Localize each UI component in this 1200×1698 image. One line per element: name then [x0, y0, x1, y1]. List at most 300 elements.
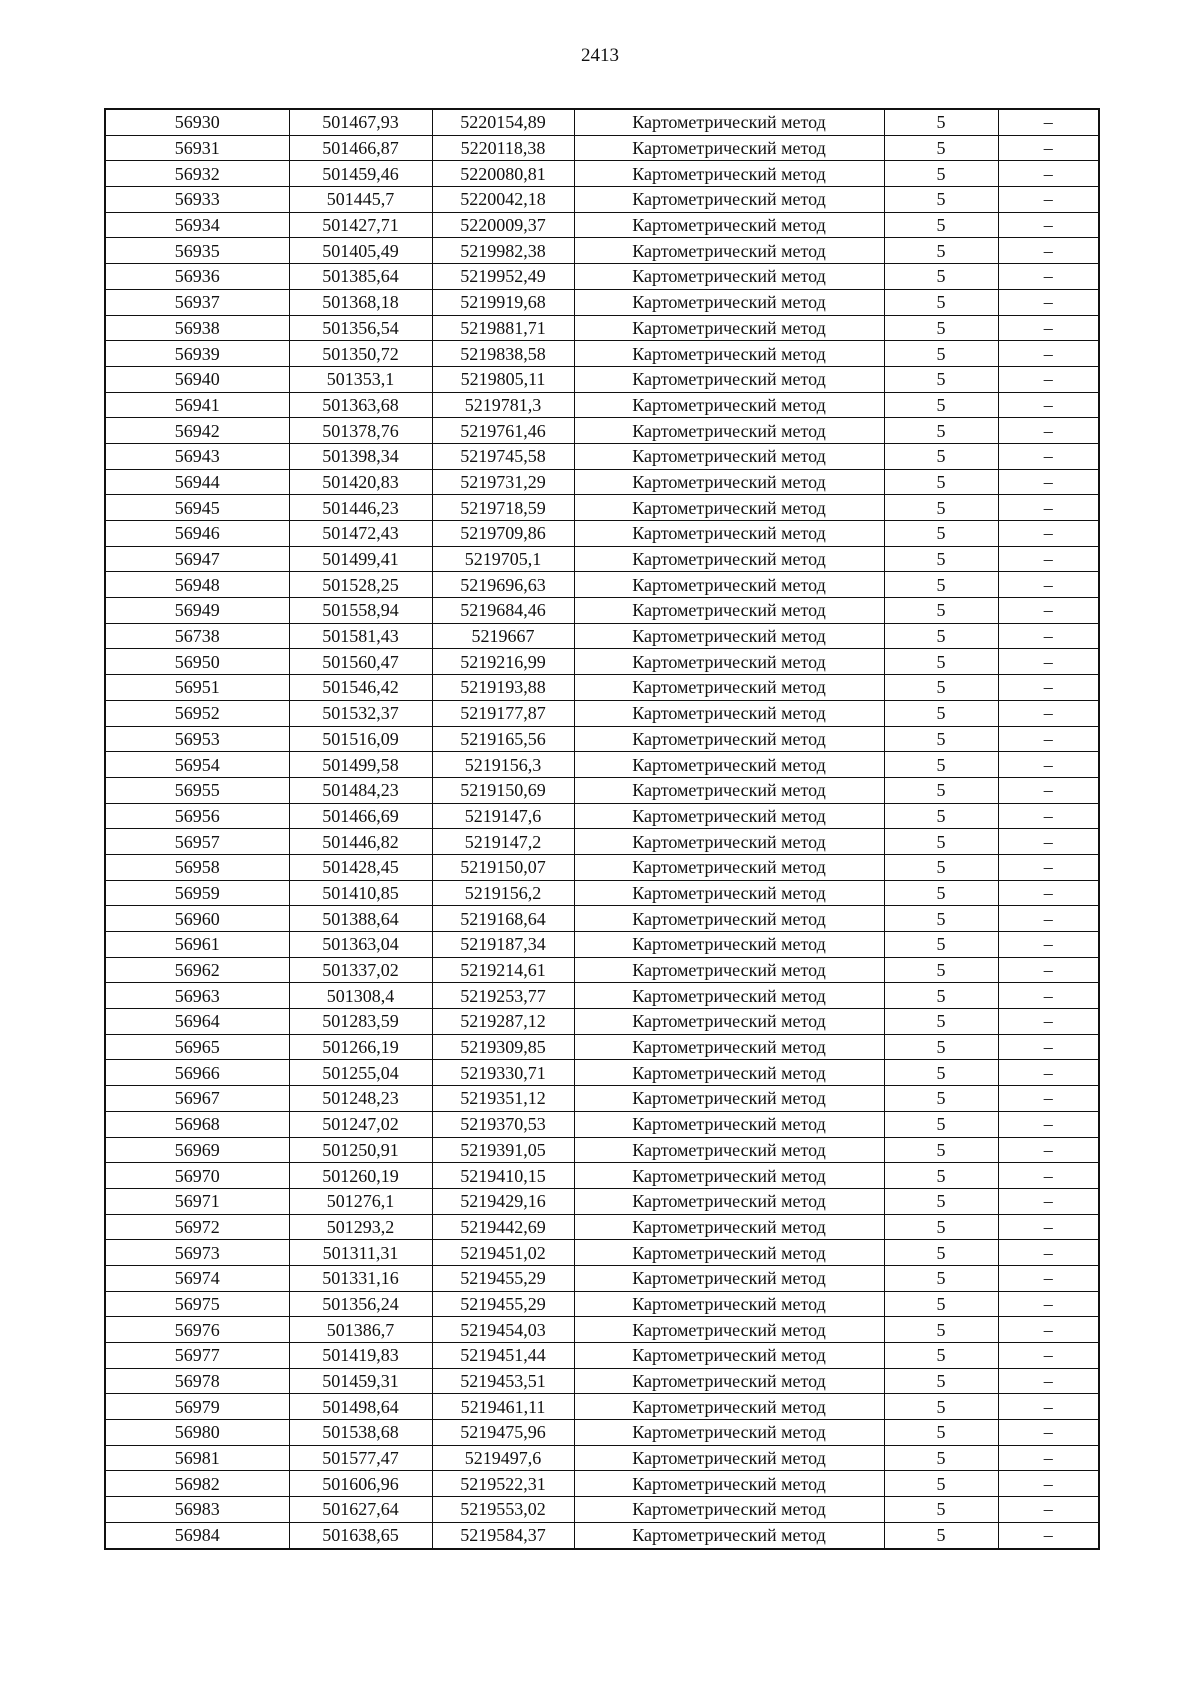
accuracy-cell: 5 — [884, 1188, 998, 1214]
x-coordinate-cell: 501638,65 — [289, 1522, 432, 1548]
y-coordinate-cell: 5219391,05 — [432, 1137, 574, 1163]
point-number-cell: 56973 — [105, 1240, 289, 1266]
accuracy-cell: 5 — [884, 906, 998, 932]
point-number-cell: 56954 — [105, 752, 289, 778]
point-number-cell: 56936 — [105, 264, 289, 290]
method-cell: Картометрический метод — [574, 906, 884, 932]
point-number-cell: 56980 — [105, 1420, 289, 1446]
note-cell: – — [998, 1188, 1099, 1214]
point-number-cell: 56979 — [105, 1394, 289, 1420]
y-coordinate-cell: 5219156,2 — [432, 880, 574, 906]
note-cell: – — [998, 726, 1099, 752]
x-coordinate-cell: 501484,23 — [289, 777, 432, 803]
accuracy-cell: 5 — [884, 1086, 998, 1112]
table-row — [105, 1240, 1099, 1266]
table-row — [105, 932, 1099, 958]
point-number-cell: 56969 — [105, 1137, 289, 1163]
point-number-cell: 56964 — [105, 1009, 289, 1035]
x-coordinate-cell: 501472,43 — [289, 521, 432, 547]
x-coordinate-cell: 501467,93 — [289, 109, 432, 135]
table-row — [105, 1471, 1099, 1497]
note-cell: – — [998, 906, 1099, 932]
method-cell: Картометрический метод — [574, 469, 884, 495]
accuracy-cell: 5 — [884, 264, 998, 290]
accuracy-cell: 5 — [884, 443, 998, 469]
table-row — [105, 700, 1099, 726]
method-cell: Картометрический метод — [574, 495, 884, 521]
y-coordinate-cell: 5219351,12 — [432, 1086, 574, 1112]
accuracy-cell: 5 — [884, 315, 998, 341]
table-row — [105, 1034, 1099, 1060]
x-coordinate-cell: 501427,71 — [289, 212, 432, 238]
table-row — [105, 803, 1099, 829]
point-number-cell: 56934 — [105, 212, 289, 238]
point-number-cell: 56960 — [105, 906, 289, 932]
note-cell: – — [998, 1471, 1099, 1497]
accuracy-cell: 5 — [884, 803, 998, 829]
x-coordinate-cell: 501398,34 — [289, 443, 432, 469]
accuracy-cell: 5 — [884, 777, 998, 803]
note-cell: – — [998, 1445, 1099, 1471]
y-coordinate-cell: 5220118,38 — [432, 135, 574, 161]
point-number-cell: 56959 — [105, 880, 289, 906]
point-number-cell: 56942 — [105, 418, 289, 444]
y-coordinate-cell: 5219475,96 — [432, 1420, 574, 1446]
point-number-cell: 56981 — [105, 1445, 289, 1471]
y-coordinate-cell: 5219454,03 — [432, 1317, 574, 1343]
accuracy-cell: 5 — [884, 1471, 998, 1497]
accuracy-cell: 5 — [884, 135, 998, 161]
table-row — [105, 726, 1099, 752]
point-number-cell: 56950 — [105, 649, 289, 675]
method-cell: Картометрический метод — [574, 752, 884, 778]
method-cell: Картометрический метод — [574, 1420, 884, 1446]
y-coordinate-cell: 5219667 — [432, 623, 574, 649]
table-row — [105, 752, 1099, 778]
y-coordinate-cell: 5219684,46 — [432, 598, 574, 624]
y-coordinate-cell: 5219150,69 — [432, 777, 574, 803]
y-coordinate-cell: 5219584,37 — [432, 1522, 574, 1548]
method-cell: Картометрический метод — [574, 443, 884, 469]
point-number-cell: 56965 — [105, 1034, 289, 1060]
method-cell: Картометрический метод — [574, 854, 884, 880]
x-coordinate-cell: 501405,49 — [289, 238, 432, 264]
y-coordinate-cell: 5219177,87 — [432, 700, 574, 726]
method-cell: Картометрический метод — [574, 1497, 884, 1523]
table-row — [105, 1291, 1099, 1317]
y-coordinate-cell: 5219442,69 — [432, 1214, 574, 1240]
point-number-cell: 56957 — [105, 829, 289, 855]
table-row — [105, 135, 1099, 161]
note-cell: – — [998, 1291, 1099, 1317]
accuracy-cell: 5 — [884, 726, 998, 752]
point-number-cell: 56943 — [105, 443, 289, 469]
point-number-cell: 56947 — [105, 546, 289, 572]
accuracy-cell: 5 — [884, 1240, 998, 1266]
note-cell: – — [998, 752, 1099, 778]
y-coordinate-cell: 5219455,29 — [432, 1291, 574, 1317]
point-number-cell: 56933 — [105, 187, 289, 213]
x-coordinate-cell: 501499,41 — [289, 546, 432, 572]
table-row — [105, 1445, 1099, 1471]
note-cell: – — [998, 1086, 1099, 1112]
x-coordinate-cell: 501250,91 — [289, 1137, 432, 1163]
y-coordinate-cell: 5219147,6 — [432, 803, 574, 829]
x-coordinate-cell: 501386,7 — [289, 1317, 432, 1343]
table-row — [105, 1163, 1099, 1189]
x-coordinate-cell: 501378,76 — [289, 418, 432, 444]
point-number-cell: 56976 — [105, 1317, 289, 1343]
y-coordinate-cell: 5219718,59 — [432, 495, 574, 521]
method-cell: Картометрический метод — [574, 546, 884, 572]
y-coordinate-cell: 5219168,64 — [432, 906, 574, 932]
point-number-cell: 56935 — [105, 238, 289, 264]
table-row — [105, 1394, 1099, 1420]
note-cell: – — [998, 932, 1099, 958]
y-coordinate-cell: 5220009,37 — [432, 212, 574, 238]
note-cell: – — [998, 623, 1099, 649]
table-row — [105, 1522, 1099, 1548]
table-row — [105, 161, 1099, 187]
accuracy-cell: 5 — [884, 495, 998, 521]
method-cell: Картометрический метод — [574, 598, 884, 624]
accuracy-cell: 5 — [884, 392, 998, 418]
method-cell: Картометрический метод — [574, 161, 884, 187]
note-cell: – — [998, 829, 1099, 855]
y-coordinate-cell: 5219461,11 — [432, 1394, 574, 1420]
x-coordinate-cell: 501532,37 — [289, 700, 432, 726]
x-coordinate-cell: 501293,2 — [289, 1214, 432, 1240]
y-coordinate-cell: 5219410,15 — [432, 1163, 574, 1189]
method-cell: Картометрический метод — [574, 521, 884, 547]
x-coordinate-cell: 501499,58 — [289, 752, 432, 778]
accuracy-cell: 5 — [884, 238, 998, 264]
x-coordinate-cell: 501276,1 — [289, 1188, 432, 1214]
table-row — [105, 983, 1099, 1009]
y-coordinate-cell: 5219781,3 — [432, 392, 574, 418]
method-cell: Картометрический метод — [574, 289, 884, 315]
note-cell: – — [998, 161, 1099, 187]
x-coordinate-cell: 501350,72 — [289, 341, 432, 367]
accuracy-cell: 5 — [884, 212, 998, 238]
point-number-cell: 56961 — [105, 932, 289, 958]
table-row — [105, 854, 1099, 880]
x-coordinate-cell: 501459,31 — [289, 1368, 432, 1394]
accuracy-cell: 5 — [884, 932, 998, 958]
note-cell: – — [998, 1111, 1099, 1137]
note-cell: – — [998, 1034, 1099, 1060]
note-cell: – — [998, 1368, 1099, 1394]
note-cell: – — [998, 135, 1099, 161]
y-coordinate-cell: 5219156,3 — [432, 752, 574, 778]
accuracy-cell: 5 — [884, 161, 998, 187]
note-cell: – — [998, 109, 1099, 135]
table-row — [105, 1137, 1099, 1163]
accuracy-cell: 5 — [884, 1265, 998, 1291]
x-coordinate-cell: 501581,43 — [289, 623, 432, 649]
table-row — [105, 495, 1099, 521]
y-coordinate-cell: 5219881,71 — [432, 315, 574, 341]
method-cell: Картометрический метод — [574, 1214, 884, 1240]
table-row — [105, 1086, 1099, 1112]
y-coordinate-cell: 5219370,53 — [432, 1111, 574, 1137]
x-coordinate-cell: 501388,64 — [289, 906, 432, 932]
point-number-cell: 56938 — [105, 315, 289, 341]
method-cell: Картометрический метод — [574, 675, 884, 701]
table-row — [105, 1060, 1099, 1086]
table-row — [105, 443, 1099, 469]
x-coordinate-cell: 501363,04 — [289, 932, 432, 958]
accuracy-cell: 5 — [884, 1368, 998, 1394]
method-cell: Картометрический метод — [574, 135, 884, 161]
x-coordinate-cell: 501606,96 — [289, 1471, 432, 1497]
x-coordinate-cell: 501337,02 — [289, 957, 432, 983]
table-row — [105, 212, 1099, 238]
table-row — [105, 623, 1099, 649]
point-number-cell: 56945 — [105, 495, 289, 521]
note-cell: – — [998, 366, 1099, 392]
accuracy-cell: 5 — [884, 289, 998, 315]
method-cell: Картометрический метод — [574, 1009, 884, 1035]
method-cell: Картометрический метод — [574, 1137, 884, 1163]
accuracy-cell: 5 — [884, 880, 998, 906]
note-cell: – — [998, 289, 1099, 315]
point-number-cell: 56949 — [105, 598, 289, 624]
accuracy-cell: 5 — [884, 1034, 998, 1060]
table-row — [105, 1265, 1099, 1291]
table-row — [105, 469, 1099, 495]
table-row — [105, 598, 1099, 624]
x-coordinate-cell: 501255,04 — [289, 1060, 432, 1086]
point-number-cell: 56948 — [105, 572, 289, 598]
point-number-cell: 56931 — [105, 135, 289, 161]
table-row — [105, 521, 1099, 547]
note-cell: – — [998, 264, 1099, 290]
accuracy-cell: 5 — [884, 1394, 998, 1420]
method-cell: Картометрический метод — [574, 1471, 884, 1497]
accuracy-cell: 5 — [884, 521, 998, 547]
page-number: 2413 — [581, 45, 619, 66]
method-cell: Картометрический метод — [574, 1368, 884, 1394]
method-cell: Картометрический метод — [574, 1086, 884, 1112]
y-coordinate-cell: 5219838,58 — [432, 341, 574, 367]
y-coordinate-cell: 5219330,71 — [432, 1060, 574, 1086]
x-coordinate-cell: 501283,59 — [289, 1009, 432, 1035]
method-cell: Картометрический метод — [574, 777, 884, 803]
y-coordinate-cell: 5219696,63 — [432, 572, 574, 598]
x-coordinate-cell: 501538,68 — [289, 1420, 432, 1446]
note-cell: – — [998, 212, 1099, 238]
note-cell: – — [998, 1060, 1099, 1086]
note-cell: – — [998, 1522, 1099, 1548]
y-coordinate-cell: 5219805,11 — [432, 366, 574, 392]
accuracy-cell: 5 — [884, 418, 998, 444]
note-cell: – — [998, 1420, 1099, 1446]
y-coordinate-cell: 5219497,6 — [432, 1445, 574, 1471]
point-number-cell: 56962 — [105, 957, 289, 983]
method-cell: Картометрический метод — [574, 1317, 884, 1343]
y-coordinate-cell: 5219761,46 — [432, 418, 574, 444]
y-coordinate-cell: 5219309,85 — [432, 1034, 574, 1060]
y-coordinate-cell: 5220080,81 — [432, 161, 574, 187]
x-coordinate-cell: 501311,31 — [289, 1240, 432, 1266]
table-row — [105, 1214, 1099, 1240]
method-cell: Картометрический метод — [574, 238, 884, 264]
table-row — [105, 1420, 1099, 1446]
y-coordinate-cell: 5219919,68 — [432, 289, 574, 315]
y-coordinate-cell: 5219147,2 — [432, 829, 574, 855]
point-number-cell: 56968 — [105, 1111, 289, 1137]
note-cell: – — [998, 1009, 1099, 1035]
point-number-cell: 56946 — [105, 521, 289, 547]
x-coordinate-cell: 501627,64 — [289, 1497, 432, 1523]
note-cell: – — [998, 1265, 1099, 1291]
y-coordinate-cell: 5220042,18 — [432, 187, 574, 213]
table-row — [105, 109, 1099, 135]
method-cell: Картометрический метод — [574, 932, 884, 958]
y-coordinate-cell: 5219165,56 — [432, 726, 574, 752]
accuracy-cell: 5 — [884, 829, 998, 855]
note-cell: – — [998, 521, 1099, 547]
point-number-cell: 56970 — [105, 1163, 289, 1189]
point-number-cell: 56738 — [105, 623, 289, 649]
y-coordinate-cell: 5219214,61 — [432, 957, 574, 983]
accuracy-cell: 5 — [884, 598, 998, 624]
note-cell: – — [998, 1343, 1099, 1369]
method-cell: Картометрический метод — [574, 1343, 884, 1369]
method-cell: Картометрический метод — [574, 957, 884, 983]
note-cell: – — [998, 1137, 1099, 1163]
x-coordinate-cell: 501331,16 — [289, 1265, 432, 1291]
note-cell: – — [998, 546, 1099, 572]
y-coordinate-cell: 5219187,34 — [432, 932, 574, 958]
note-cell: – — [998, 315, 1099, 341]
method-cell: Картометрический метод — [574, 1111, 884, 1137]
y-coordinate-cell: 5219150,07 — [432, 854, 574, 880]
table-row — [105, 675, 1099, 701]
x-coordinate-cell: 501466,87 — [289, 135, 432, 161]
x-coordinate-cell: 501466,69 — [289, 803, 432, 829]
accuracy-cell: 5 — [884, 109, 998, 135]
note-cell: – — [998, 957, 1099, 983]
accuracy-cell: 5 — [884, 572, 998, 598]
point-number-cell: 56971 — [105, 1188, 289, 1214]
accuracy-cell: 5 — [884, 700, 998, 726]
point-number-cell: 56937 — [105, 289, 289, 315]
point-number-cell: 56952 — [105, 700, 289, 726]
y-coordinate-cell: 5219253,77 — [432, 983, 574, 1009]
method-cell: Картометрический метод — [574, 829, 884, 855]
table-row — [105, 1343, 1099, 1369]
accuracy-cell: 5 — [884, 649, 998, 675]
y-coordinate-cell: 5219709,86 — [432, 521, 574, 547]
point-number-cell: 56932 — [105, 161, 289, 187]
note-cell: – — [998, 598, 1099, 624]
method-cell: Картометрический метод — [574, 1034, 884, 1060]
accuracy-cell: 5 — [884, 854, 998, 880]
x-coordinate-cell: 501308,4 — [289, 983, 432, 1009]
method-cell: Картометрический метод — [574, 315, 884, 341]
accuracy-cell: 5 — [884, 469, 998, 495]
table-body — [105, 109, 1099, 1549]
accuracy-cell: 5 — [884, 1522, 998, 1548]
x-coordinate-cell: 501248,23 — [289, 1086, 432, 1112]
table-row — [105, 1009, 1099, 1035]
y-coordinate-cell: 5219287,12 — [432, 1009, 574, 1035]
note-cell: – — [998, 238, 1099, 264]
note-cell: – — [998, 469, 1099, 495]
note-cell: – — [998, 1317, 1099, 1343]
x-coordinate-cell: 501419,83 — [289, 1343, 432, 1369]
table-row — [105, 289, 1099, 315]
accuracy-cell: 5 — [884, 187, 998, 213]
y-coordinate-cell: 5219745,58 — [432, 443, 574, 469]
y-coordinate-cell: 5219982,38 — [432, 238, 574, 264]
table-row — [105, 187, 1099, 213]
accuracy-cell: 5 — [884, 752, 998, 778]
note-cell: – — [998, 392, 1099, 418]
note-cell: – — [998, 1394, 1099, 1420]
x-coordinate-cell: 501459,46 — [289, 161, 432, 187]
x-coordinate-cell: 501498,64 — [289, 1394, 432, 1420]
table-row — [105, 880, 1099, 906]
accuracy-cell: 5 — [884, 1445, 998, 1471]
x-coordinate-cell: 501445,7 — [289, 187, 432, 213]
note-cell: – — [998, 1214, 1099, 1240]
method-cell: Картометрический метод — [574, 392, 884, 418]
method-cell: Картометрический метод — [574, 726, 884, 752]
x-coordinate-cell: 501528,25 — [289, 572, 432, 598]
table-row — [105, 1317, 1099, 1343]
method-cell: Картометрический метод — [574, 880, 884, 906]
accuracy-cell: 5 — [884, 957, 998, 983]
x-coordinate-cell: 501385,64 — [289, 264, 432, 290]
point-number-cell: 56944 — [105, 469, 289, 495]
point-number-cell: 56983 — [105, 1497, 289, 1523]
method-cell: Картометрический метод — [574, 418, 884, 444]
note-cell: – — [998, 854, 1099, 880]
x-coordinate-cell: 501356,24 — [289, 1291, 432, 1317]
accuracy-cell: 5 — [884, 675, 998, 701]
accuracy-cell: 5 — [884, 1420, 998, 1446]
method-cell: Картометрический метод — [574, 623, 884, 649]
accuracy-cell: 5 — [884, 1060, 998, 1086]
accuracy-cell: 5 — [884, 1137, 998, 1163]
accuracy-cell: 5 — [884, 1009, 998, 1035]
table-row — [105, 1188, 1099, 1214]
y-coordinate-cell: 5219705,1 — [432, 546, 574, 572]
table-row — [105, 341, 1099, 367]
accuracy-cell: 5 — [884, 1214, 998, 1240]
method-cell: Картометрический метод — [574, 700, 884, 726]
table-row — [105, 1368, 1099, 1394]
y-coordinate-cell: 5219451,44 — [432, 1343, 574, 1369]
method-cell: Картометрический метод — [574, 1394, 884, 1420]
x-coordinate-cell: 501428,45 — [289, 854, 432, 880]
accuracy-cell: 5 — [884, 1291, 998, 1317]
method-cell: Картометрический метод — [574, 572, 884, 598]
method-cell: Картометрический метод — [574, 1291, 884, 1317]
method-cell: Картометрический метод — [574, 1163, 884, 1189]
method-cell: Картометрический метод — [574, 1240, 884, 1266]
note-cell: – — [998, 418, 1099, 444]
note-cell: – — [998, 1163, 1099, 1189]
point-number-cell: 56974 — [105, 1265, 289, 1291]
x-coordinate-cell: 501560,47 — [289, 649, 432, 675]
x-coordinate-cell: 501247,02 — [289, 1111, 432, 1137]
x-coordinate-cell: 501260,19 — [289, 1163, 432, 1189]
accuracy-cell: 5 — [884, 546, 998, 572]
